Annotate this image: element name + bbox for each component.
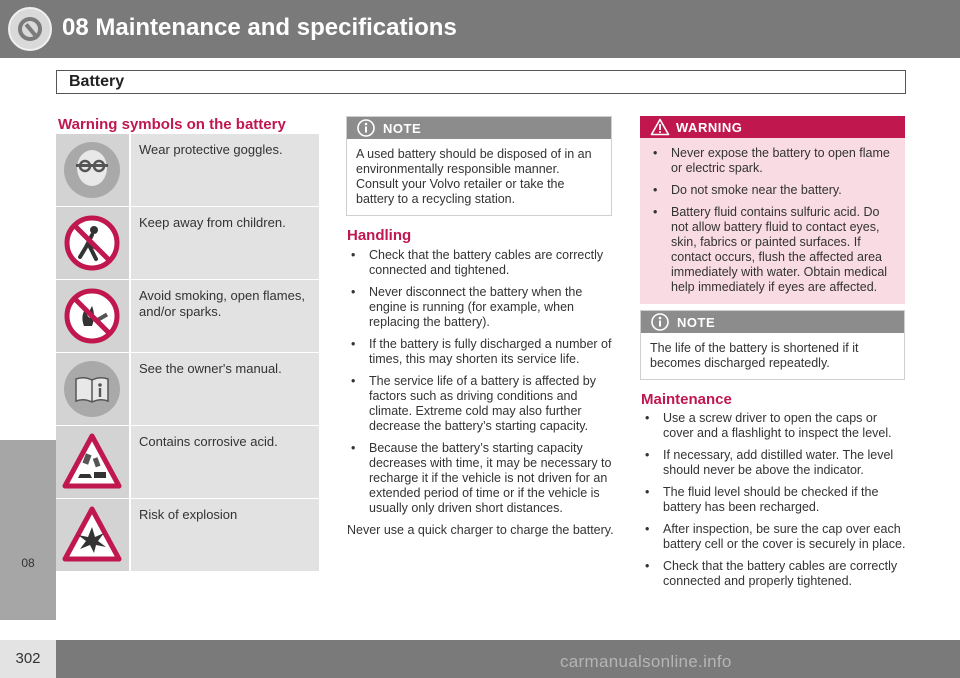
table-row <box>56 207 319 279</box>
warning-triangle-icon <box>650 118 670 136</box>
list-item: • Use a screw driver to open the caps or cover and a flashlight to inspect the level. <box>641 411 907 441</box>
corrosive-icon <box>62 432 122 492</box>
maintenance-section <box>641 411 907 596</box>
note-label: NOTE <box>383 121 422 136</box>
table-row <box>56 134 319 206</box>
side-tab-label: 08 <box>21 556 35 570</box>
note-box <box>346 116 612 216</box>
handling-section <box>347 248 615 538</box>
symbol-label: Avoid smoking, open flames, and/or sparks. <box>131 280 319 352</box>
page-number: 302 <box>15 650 41 667</box>
list-item: • Never disconnect the battery when the engine is running (for example, when replacing the battery). <box>347 285 615 330</box>
list-item: • If necessary, add distilled water. The level should never be above the indicator. <box>641 448 907 478</box>
warning-header <box>640 116 905 138</box>
symbol-label: Contains corrosive acid. <box>131 426 319 498</box>
list-item: • If the battery is fully discharged a number of times, this may shorten its service life. <box>347 337 615 367</box>
maintenance-list <box>641 411 907 589</box>
symbols-heading: Warning symbols on the battery <box>58 116 286 133</box>
table-row <box>56 426 319 498</box>
explosion-icon <box>62 505 122 565</box>
note-text: A used battery should be disposed of in an environmentally responsible manner. Consult your Volvo retailer or take the battery to a recycling station. <box>356 147 592 206</box>
info-icon <box>357 119 375 137</box>
table-row <box>56 499 319 571</box>
symbol-label: See the owner's manual. <box>131 353 319 425</box>
section-title: Battery <box>69 73 125 90</box>
warning-label: WARNING <box>676 120 743 135</box>
wrench-gear-icon <box>8 7 52 51</box>
chapter-title: 08 Maintenance and specifications <box>62 14 457 41</box>
symbol-label: Wear protective goggles. <box>131 134 319 206</box>
manual-icon <box>62 359 122 419</box>
symbol-label: Risk of explosion <box>131 499 319 571</box>
handling-paragraph: Never use a quick charger to charge the battery. <box>347 523 614 537</box>
chapter-header <box>0 0 960 58</box>
goggles-icon <box>62 140 122 200</box>
maintenance-heading: Maintenance <box>641 391 732 408</box>
note-header <box>641 311 904 333</box>
list-item: • After inspection, be sure the cap over each battery cell or the cover is securely in place. <box>641 522 907 552</box>
note-label: NOTE <box>677 315 716 330</box>
symbols-table <box>56 134 319 572</box>
note-header <box>347 117 611 139</box>
list-item: • Because the battery’s starting capacity decreases with time, it may be necessary to recharge it if the vehicle is not driven for an extended period of time or if the vehicle is usually only driven short distances. <box>347 441 615 516</box>
list-item: • Battery fluid contains sulfuric acid. Do not allow battery fluid to contact eyes, skin, fabrics or painted surfaces. If contact occurs, flush the affected area immediately with water. Obtain medical help immediately if eyes are affected. <box>649 205 897 295</box>
info-icon <box>651 313 669 331</box>
warning-box <box>640 116 905 304</box>
keep-away-children-icon <box>62 213 122 273</box>
footer-bar <box>0 640 960 678</box>
list-item: • Do not smoke near the battery. <box>649 183 897 198</box>
side-tab-marker <box>0 440 56 620</box>
section-bar <box>56 70 906 94</box>
list-item: • The fluid level should be checked if the battery has been recharged. <box>641 485 907 515</box>
table-row <box>56 280 319 352</box>
warning-list <box>640 138 905 304</box>
list-item: • The service life of a battery is affected by factors such as driving conditions and climate. Extreme cold may also further decrease the battery’s starting capacity. <box>347 374 615 434</box>
watermark: carmanualsonline.info <box>560 652 732 671</box>
symbol-label: Keep away from children. <box>131 207 319 279</box>
list-item: • Never expose the battery to open flame or electric spark. <box>649 146 897 176</box>
note-box <box>640 310 905 380</box>
table-row <box>56 353 319 425</box>
list-item: • Check that the battery cables are correctly connected and tightened. <box>347 248 615 278</box>
handling-list <box>347 248 615 516</box>
handling-heading: Handling <box>347 227 412 244</box>
note-text: The life of the battery is shortened if it becomes discharged repeatedly. <box>650 341 859 370</box>
no-flames-icon <box>62 286 122 346</box>
list-item: • Check that the battery cables are correctly connected and properly tightened. <box>641 559 907 589</box>
